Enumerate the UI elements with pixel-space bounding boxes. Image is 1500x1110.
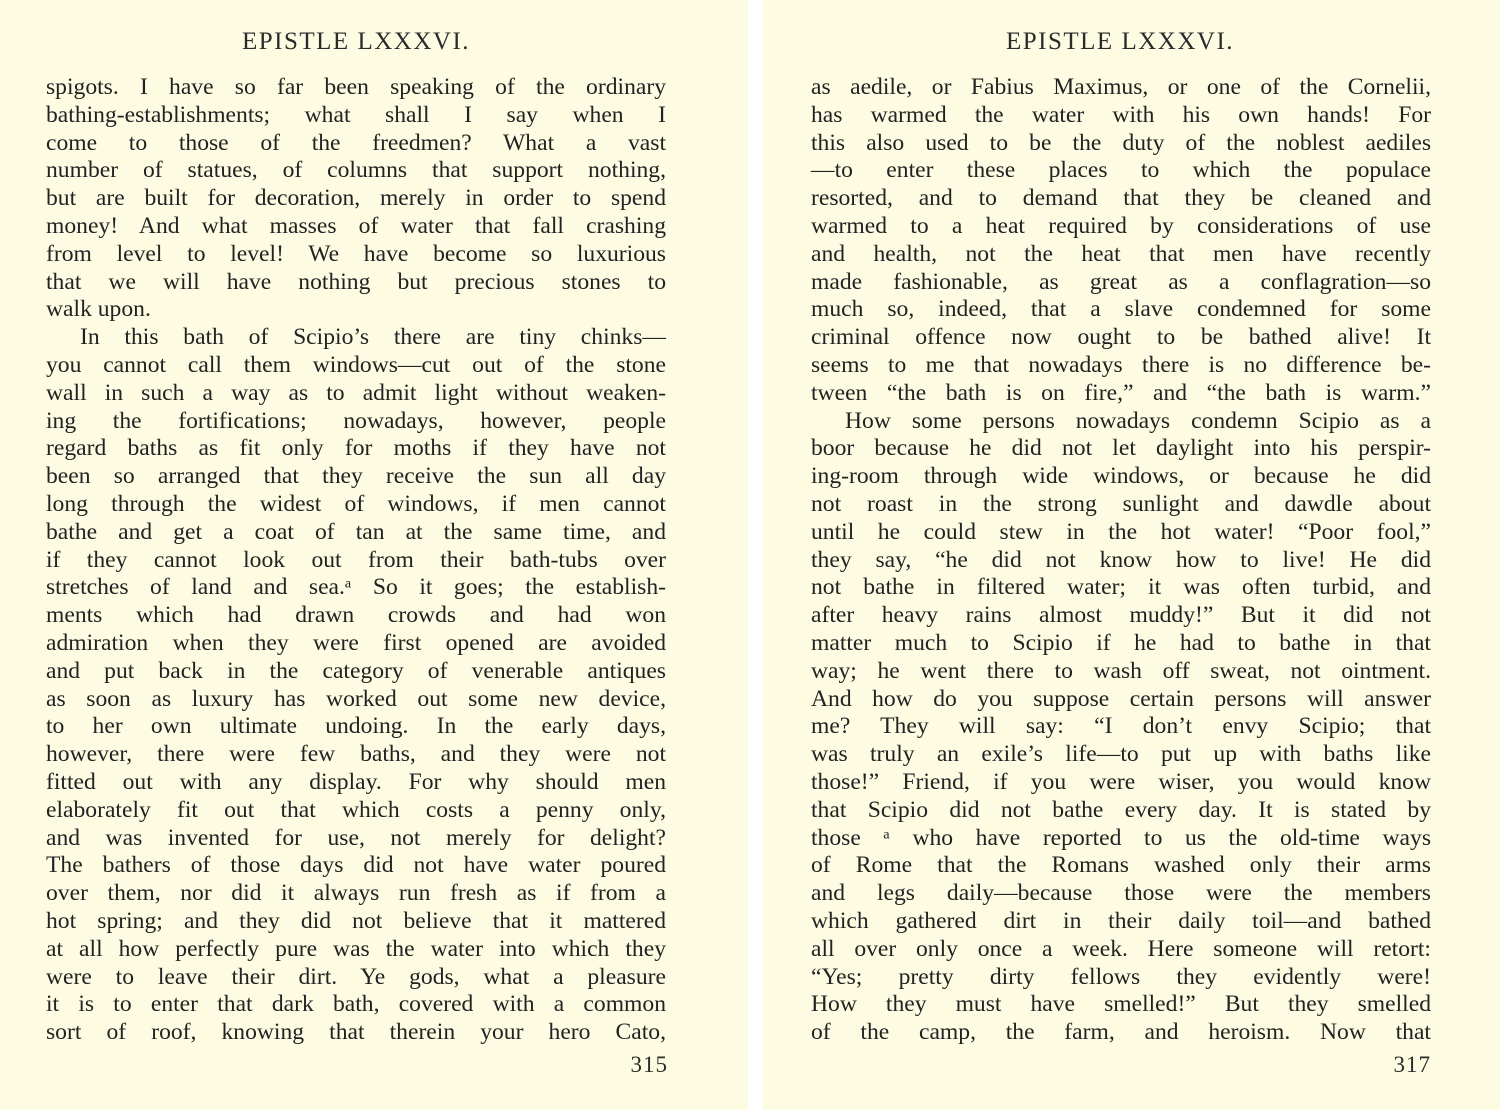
text-line: after heavy rains almost muddy!” But it did not (811, 602, 1431, 629)
page-number: 317 (1393, 1052, 1431, 1077)
text-line: much so, indeed, that a slave condemned for some (811, 296, 1431, 323)
text-line: walk upon. (46, 296, 151, 323)
text-line: and was invented for use, not merely for delight? (46, 824, 666, 851)
right-page (763, 0, 1500, 1110)
text-line: warmed to a heat required by considerations of use (811, 212, 1431, 239)
text-line: been so arranged that they receive the sun all day (46, 463, 666, 490)
text-line: and put back in the category of venerable antiques (46, 657, 666, 684)
text-line: those!” Friend, if you were wiser, you would know (811, 768, 1431, 795)
text-line: over them, nor did it always run fresh as if from a (46, 880, 666, 907)
text-line: of Rome that the Romans washed only their arms (811, 852, 1431, 879)
text-line: money! And what masses of water that fall crashing (46, 212, 666, 239)
text-line: not roast in the strong sunlight and dawdle about (811, 490, 1431, 517)
text-line: wall in such a way as to admit light without weaken- (46, 379, 666, 406)
text-line: but are built for decoration, merely in order to spend (46, 185, 666, 212)
text-line: at all how perfectly pure was the water into which they (46, 935, 666, 962)
text-line: way; he went there to wash off sweat, not ointment. (811, 657, 1431, 684)
text-line: seems to me that nowadays there is no difference be- (811, 351, 1431, 378)
text-line: hot spring; and they did not believe that it mattered (46, 907, 666, 934)
text-line: fitted out with any display. For why should men (46, 768, 666, 795)
text-line: made fashionable, as great as a conflagration—so (811, 268, 1431, 295)
page-text (811, 74, 1431, 1047)
text-line: And how do you suppose certain persons will answer (811, 685, 1431, 712)
text-line: they say, “he did not know how to live! He did (811, 546, 1431, 573)
text-line: were to leave their dirt. Ye gods, what a pleasure (46, 963, 666, 990)
text-line: however, there were few baths, and they were not (46, 741, 666, 768)
text-line: until he could stew in the hot water! “Poor fool,” (811, 518, 1431, 545)
text-line: ing the fortifications; nowadays, however, people (46, 407, 666, 434)
text-line: —to enter these places to which the populace (811, 157, 1431, 184)
text-line: was truly an exile’s life—to put up with baths like (811, 741, 1431, 768)
text-line: and health, not the heat that men have recently (811, 240, 1431, 267)
text-line: regard baths as fit only for moths if they have not (46, 435, 666, 462)
text-line: How some persons nowadays condemn Scipio as a (845, 407, 1431, 434)
text-line: In this bath of Scipio’s there are tiny chinks— (80, 324, 666, 351)
text-line: all over only once a week. Here someone will retort: (811, 935, 1431, 962)
running-header: EPISTLE LXXXVI. (241, 28, 471, 55)
text-line: come to those of the freedmen? What a vast (46, 129, 666, 156)
text-line: spigots. I have so far been speaking of the ordinary (46, 74, 666, 100)
page-gutter (748, 0, 763, 1110)
text-line: boor because he did not let daylight into his perspir- (811, 435, 1431, 462)
text-line: as soon as luxury has worked out some new device, (46, 685, 666, 712)
page-text (46, 74, 666, 1047)
text-line: admiration when they were first opened are avoided (46, 629, 666, 656)
text-line: it is to enter that dark bath, covered with a common (46, 991, 666, 1018)
text-line: those ᵃ who have reported to us the old-time ways (811, 824, 1431, 851)
text-line: resorted, and to demand that they be cleaned and (811, 185, 1431, 212)
text-line: that we will have nothing but precious stones to (46, 268, 666, 295)
text-line: you cannot call them windows—cut out of the stone (46, 351, 666, 378)
text-line: and legs daily—because those were the members (811, 880, 1431, 907)
text-line: has warmed the water with his own hands! For (811, 101, 1431, 128)
page-number: 315 (630, 1052, 668, 1077)
text-line: How they must have smelled!” But they smelled (811, 991, 1431, 1018)
text-line: bathing-establishments; what shall I say when I (46, 101, 666, 128)
text-line: to her own ultimate undoing. In the early days, (46, 713, 666, 740)
text-line: from level to level! We have become so luxurious (46, 240, 666, 267)
text-line: elaborately fit out that which costs a penny only, (46, 796, 666, 823)
text-line: which gathered dirt in their daily toil—and bathed (811, 907, 1431, 934)
text-line: stretches of land and sea.ᵃ So it goes; the establish- (46, 574, 666, 601)
text-line: not bathe in filtered water; it was often turbid, and (811, 574, 1431, 601)
text-line: number of statues, of columns that support nothing, (46, 157, 666, 184)
text-line: bathe and get a coat of tan at the same time, and (46, 518, 666, 545)
text-line: me? They will say: “I don’t envy Scipio; that (811, 713, 1431, 740)
text-line: matter much to Scipio if he had to bathe in that (811, 629, 1431, 656)
text-line: ments which had drawn crowds and had won (46, 602, 666, 629)
text-line: tween “the bath is on fire,” and “the bath is warm.” (811, 379, 1431, 406)
text-line: ing-room through wide windows, or because he did (811, 463, 1431, 490)
text-line: sort of roof, knowing that therein your hero Cato, (46, 1019, 666, 1046)
text-line: of the camp, the farm, and heroism. Now that (811, 1019, 1431, 1046)
text-line: if they cannot look out from their bath-tubs over (46, 546, 666, 573)
text-line: as aedile, or Fabius Maximus, or one of the Cornelii, (811, 74, 1431, 100)
text-line: criminal offence now ought to be bathed alive! It (811, 324, 1431, 351)
text-line: long through the widest of windows, if men cannot (46, 490, 666, 517)
running-header: EPISTLE LXXXVI. (1005, 28, 1235, 55)
text-line: The bathers of those days did not have water poured (46, 852, 666, 879)
text-line: “Yes; pretty dirty fellows they evidently were! (811, 963, 1431, 990)
text-line: this also used to be the duty of the noblest aediles (811, 129, 1431, 156)
text-line: that Scipio did not bathe every day. It is stated by (811, 796, 1431, 823)
left-page (0, 0, 748, 1110)
